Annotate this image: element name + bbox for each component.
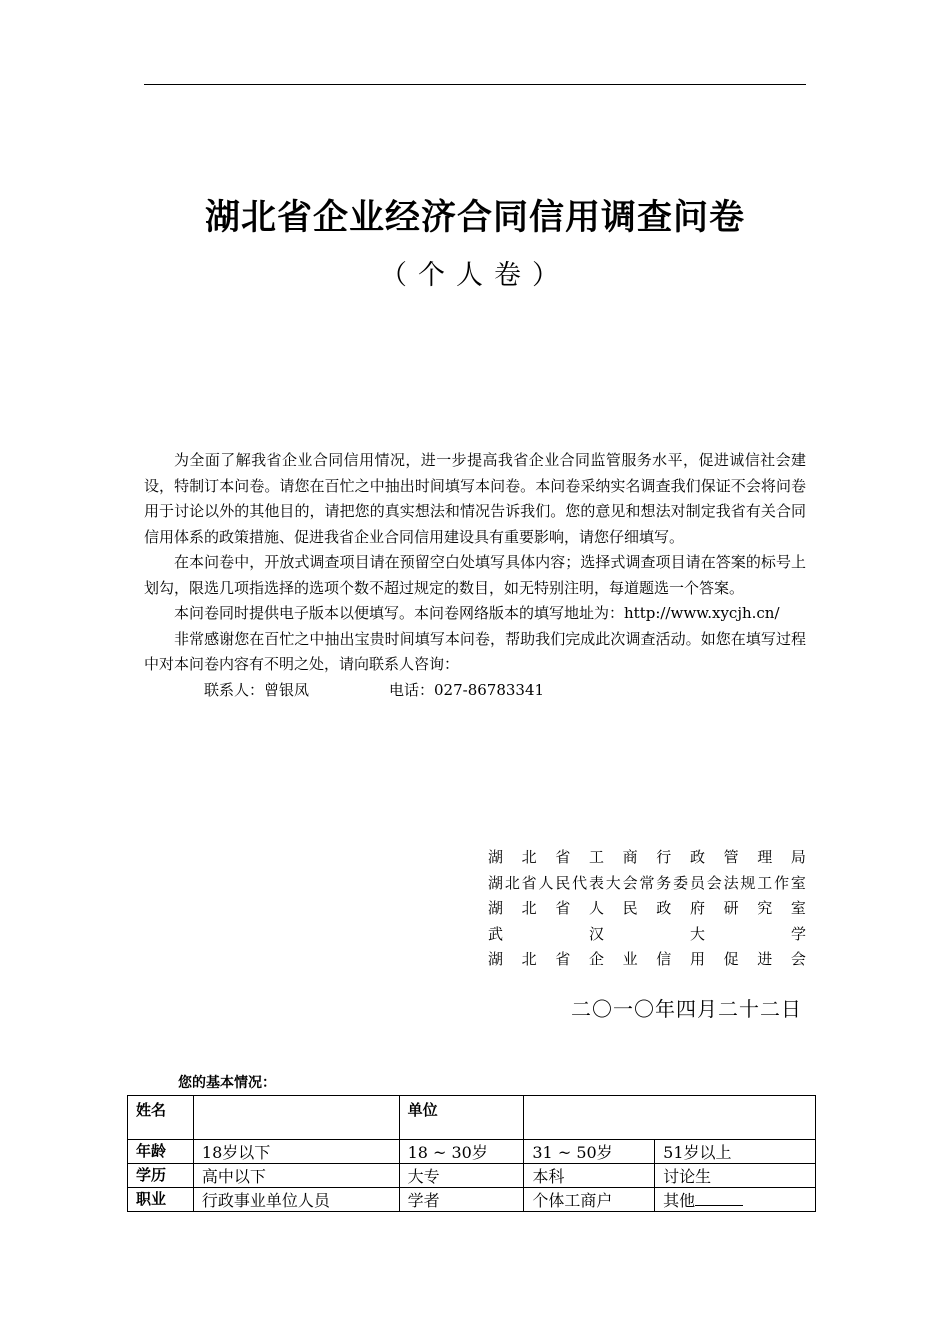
education-option[interactable]: 高中以下 [193,1164,399,1188]
organization-char: 员 [689,873,705,892]
organization-char: 会 [706,873,722,892]
organization-char: 武 [488,924,504,943]
organization-char: 省 [555,848,571,866]
table-row-name [128,1096,816,1140]
occupation-option[interactable]: 个体工商户 [524,1188,655,1212]
intro-paragraph-1: 为全面了解我省企业合同信用情况，进一步提高我省企业合同监管服务水平，促进诚信社会建设，特制订本问卷。请您在百忙之中抽出时间填写本问卷。本问卷采纳实名调查我们保证不会将问卷用于讨论以外的其他目的，请把您的真实想法和情况告诉我们。您的意见和想法对制定我省有关合同信用体系的政策措施、促进我省企业合同信用建设具有重要影响，请您仔细填写。 [144,451,806,546]
organization-char: 北 [504,873,520,892]
organization-char: 室 [790,899,806,917]
document-title: 湖北省企业经济合同信用调查问卷 [204,197,745,238]
intro-section [144,448,806,703]
age-label: 年龄 [128,1140,194,1164]
intro-paragraph-4: 非常感谢您在百忙之中抽出宝贵时间填写本问卷，帮助我们完成此次调查活动。如您在填写过程中对本问卷内容有不明之处，请向联系人咨询： [144,629,806,673]
organization-item [488,922,806,948]
organization-char: 大 [689,924,705,943]
education-option[interactable]: 本科 [524,1164,655,1188]
table-row-education [128,1164,816,1188]
contact-line [144,678,806,704]
contact-phone: 电话：027-86783341 [389,680,545,699]
organization-char: 民 [622,899,638,917]
table-row-age [128,1140,816,1164]
age-option[interactable]: 18岁以下 [193,1140,399,1164]
basic-info-label: 您的基本情况： [178,1075,276,1091]
organization-char: 工 [757,873,773,892]
age-option[interactable]: 31 ~ 50岁 [524,1140,655,1164]
organization-char: 室 [790,873,806,892]
organization-char: 管 [723,848,739,866]
age-option[interactable]: 51岁以上 [655,1140,816,1164]
organization-char: 委 [673,873,689,892]
organization-char: 政 [689,848,705,866]
header-rule [144,84,806,85]
organization-char: 湖 [488,848,504,866]
organization-char: 常 [639,873,655,892]
intro-paragraph-2: 在本问卷中，开放式调查项目请在预留空白处填写具体内容；选择式调查项目请在答案的标号上划勾，限选几项指选择的选项个数不超过规定的数目，如无特别注明，每道题选一个答案。 [144,553,806,597]
organization-item [488,845,806,871]
organization-char: 学 [790,924,806,943]
organization-list [488,845,806,973]
issue-date: 二〇一〇年四月二十二日 [571,997,802,1021]
table-row-occupation [128,1188,816,1212]
organization-char: 湖 [488,950,504,968]
organization-char: 务 [656,873,672,892]
organization-char: 究 [757,899,773,917]
organization-char: 汉 [588,924,604,943]
organization-char: 进 [757,950,773,968]
organization-char: 民 [555,873,571,892]
organization-char: 政 [656,899,672,917]
organization-char: 研 [723,899,739,917]
organization-char: 法 [723,873,739,892]
occupation-label: 职业 [128,1188,194,1212]
occupation-option-other[interactable] [655,1188,816,1212]
organization-char: 人 [588,899,604,917]
education-option[interactable]: 讨论生 [655,1164,816,1188]
organization-item [488,896,806,922]
organization-char: 促 [723,950,739,968]
occupation-option[interactable]: 学者 [399,1188,524,1212]
organization-char: 行 [656,848,672,866]
organization-char: 工 [588,848,604,866]
organization-char: 北 [521,899,537,917]
fill-in-blank[interactable] [695,1191,743,1206]
name-input-cell[interactable] [193,1096,399,1140]
organization-char: 业 [622,950,638,968]
organization-char: 北 [521,848,537,866]
occupation-option: 其他 [663,1191,696,1210]
organization-item [488,947,806,973]
organization-char: 人 [538,873,554,892]
education-option[interactable]: 大专 [399,1164,524,1188]
organization-char: 信 [656,950,672,968]
organization-char: 湖 [488,873,504,892]
organization-char: 代 [572,873,588,892]
organization-char: 大 [605,873,621,892]
unit-input-cell[interactable] [524,1096,816,1140]
organization-char: 作 [774,873,790,892]
organization-char: 局 [790,848,806,866]
organization-char: 北 [521,950,537,968]
name-label: 姓名 [128,1096,194,1140]
occupation-option[interactable]: 行政事业单位人员 [193,1188,399,1212]
organization-char: 湖 [488,899,504,917]
organization-char: 会 [622,873,638,892]
organization-char: 企 [588,950,604,968]
organization-item [488,871,806,897]
age-option[interactable]: 18 ~ 30岁 [399,1140,524,1164]
organization-char: 表 [588,873,604,892]
organization-char: 会 [790,950,806,968]
organization-char: 省 [555,950,571,968]
contact-person: 联系人：曾银凤 [204,680,310,699]
organization-char: 规 [740,873,756,892]
organization-char: 省 [521,873,537,892]
organization-char: 商 [622,848,638,866]
education-label: 学历 [128,1164,194,1188]
intro-paragraph-3: 本问卷同时提供电子版本以便填写。本问卷网络版本的填写地址为：http://www.xycjh.cn/ [174,604,780,622]
organization-char: 府 [689,899,705,917]
organization-char: 省 [555,899,571,917]
basic-info-table [127,1095,816,1212]
organization-char: 理 [757,848,773,866]
organization-char: 用 [689,950,705,968]
document-subtitle: （个人卷） [380,260,570,291]
unit-label: 单位 [399,1096,524,1140]
